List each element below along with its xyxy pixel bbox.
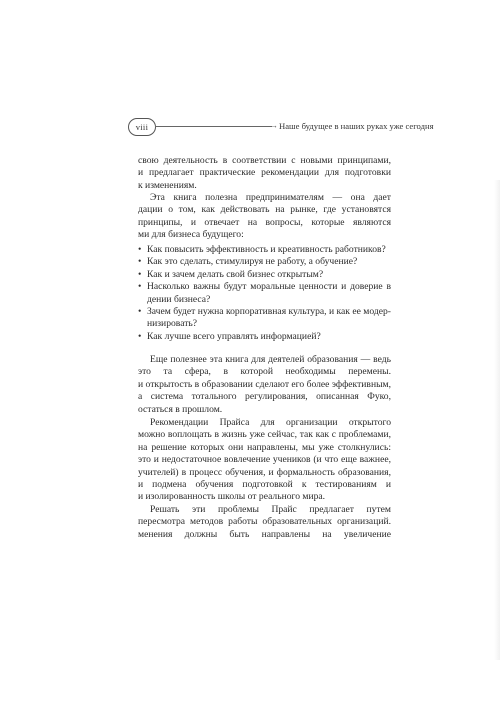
- text-line: менения должны быть направлены на увеличение: [138, 528, 391, 540]
- bullet-icon: •: [138, 268, 142, 280]
- paragraph-entrepreneurs: [138, 192, 391, 242]
- paragraph-solutions: [138, 504, 391, 541]
- text-line: и открытость в образовании сделают его более эффективным,: [138, 378, 391, 390]
- paragraph-education: [138, 354, 391, 416]
- text-line: Рекомендации Прайса для организации открытого: [150, 417, 391, 428]
- text-line: ми для бизнеса будущего:: [138, 229, 244, 241]
- arrow-icon: →: [270, 121, 278, 130]
- text-line: и подмена обучения подготовкой к тестированиям и: [138, 478, 391, 490]
- text-line: и изолированность школы от реального мира.: [138, 491, 326, 503]
- running-header: [128, 118, 434, 136]
- list-item-continuation: низировать?: [147, 318, 198, 330]
- bullet-icon: •: [138, 281, 142, 293]
- text-line: Эта книга полезна предпринимателям — она дает: [150, 192, 391, 203]
- list-item: [138, 256, 391, 268]
- paragraph-continuation: [138, 155, 391, 192]
- bullet-icon: •: [138, 305, 142, 317]
- list-item-text: Зачем будет нужна корпоративная культура, и как ее модер-: [147, 305, 391, 317]
- page-edge-shadow: [494, 180, 500, 660]
- text-line: свою деятельность в соответствии с новыми принципами,: [138, 155, 391, 166]
- question-list: [138, 244, 391, 343]
- text-line: учителей) в процесс обучения, и формальность образования,: [138, 466, 391, 478]
- list-item-text: Как повысить эффективность и креативность работников?: [147, 244, 386, 255]
- text-line: Решать эти проблемы Прайс предлагает путем: [150, 504, 391, 515]
- text-line: дации о том, как действовать на рынке, где установятся: [138, 204, 391, 216]
- list-item-continuation: дении бизнеса?: [147, 293, 211, 305]
- text-line: остаться в прошлом.: [138, 403, 223, 415]
- list-item-text: Как лучше всего управлять информацией?: [147, 330, 321, 342]
- text-line: и предлагает практические рекомендации для подготовки: [138, 167, 391, 179]
- text-line: а система тотального регулирования, описанная Фуко,: [138, 391, 391, 403]
- list-item-text: Насколько важны будут моральные ценности и доверие в: [147, 281, 391, 293]
- header-rule: [155, 126, 272, 127]
- list-item: [138, 331, 391, 343]
- bullet-icon: •: [138, 244, 142, 255]
- page-number: viii: [128, 118, 156, 136]
- text-line: принципы, и отвечает на вопросы, которые являются: [138, 216, 391, 228]
- list-item-text: Как и зачем делать свой бизнес открытым?: [147, 268, 324, 280]
- text-line: можно воплощать в жизнь уже сейчас, так как с проблемами,: [138, 429, 391, 441]
- paragraph-recommendations: [138, 417, 391, 504]
- list-item: [138, 244, 391, 256]
- running-title: Наше будущее в наших руках уже сегодня: [279, 121, 434, 131]
- list-item: [138, 306, 391, 318]
- list-item: [138, 281, 391, 293]
- list-item-text: Как это сделать, стимулируя не работу, а обучение?: [147, 256, 358, 268]
- bullet-icon: •: [138, 256, 142, 268]
- bullet-icon: •: [138, 330, 142, 342]
- text-line: к изменениям.: [138, 179, 197, 191]
- text-line: на решение которых они направлены, мы уже столкнулись:: [138, 441, 391, 453]
- list-item: [138, 269, 391, 281]
- text-line: это и недостаточное вовлечение учеников (и что еще важнее,: [138, 454, 391, 466]
- text-line: это та сфера, в которой необходимы перемены.: [138, 366, 391, 378]
- text-line: Еще полезнее эта книга для деятелей образования — ведь: [150, 354, 391, 365]
- text-line: пересмотра методов работы образовательных организаций.: [138, 516, 391, 528]
